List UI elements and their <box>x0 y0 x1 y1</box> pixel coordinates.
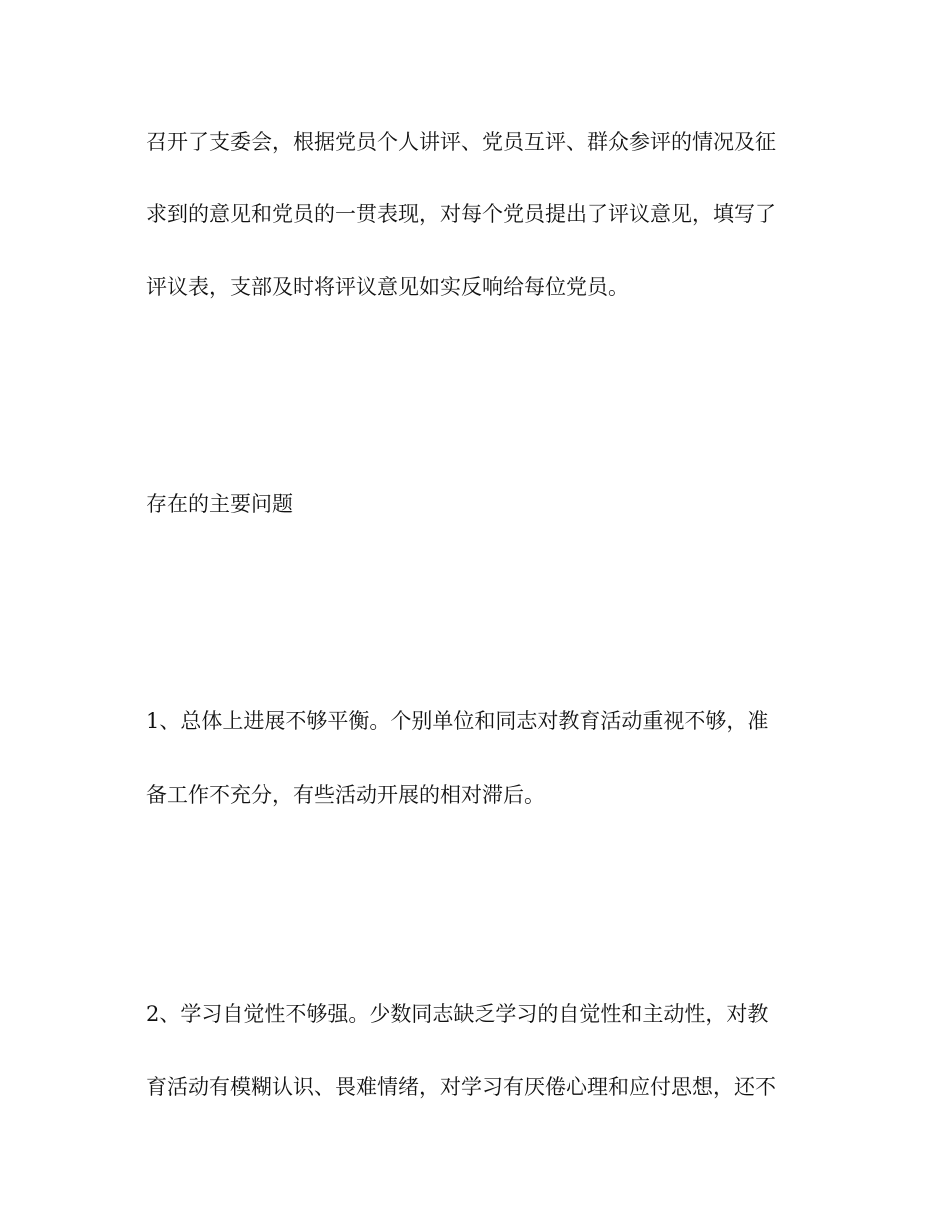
paragraph-1-line-1: 召开了支委会，根据党员个人讲评、党员互评、群众参评的情况及征 <box>146 130 776 154</box>
item-2-line-2: 育活动有模糊认识、畏难情绪，对学习有厌倦心理和应付思想，还不 <box>146 1075 776 1099</box>
item-1-line-2: 备工作不充分，有些活动开展的相对滞后。 <box>146 783 545 807</box>
paragraph-1-line-2: 求到的意见和党员的一贯表现，对每个党员提出了评议意见，填写了 <box>146 202 776 226</box>
section-heading: 存在的主要问题 <box>146 492 293 516</box>
paragraph-1-line-3: 评议表，支部及时将评议意见如实反响给每位党员。 <box>146 275 629 299</box>
item-1-line-1: 1、总体上进展不够平衡。个别单位和同志对教育活动重视不够，准 <box>146 709 769 733</box>
item-2-line-1: 2、学习自觉性不够强。少数同志缺乏学习的自觉性和主动性，对教 <box>146 1002 769 1026</box>
